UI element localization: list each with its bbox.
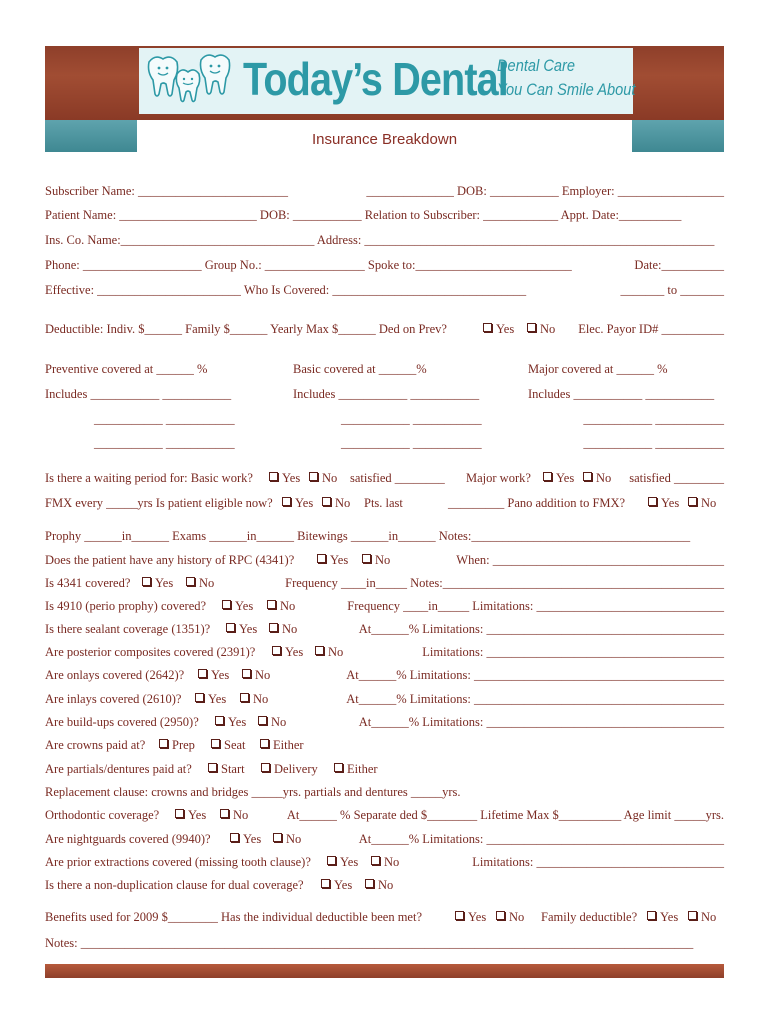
waiting-period-row [45, 471, 724, 487]
checkbox-icon [309, 472, 318, 481]
eligible-no-checkbox[interactable]: No [322, 496, 350, 511]
checkbox-icon [327, 856, 336, 865]
inlays-row [45, 692, 724, 708]
buildups-label: Are build-ups covered (2950)? [45, 715, 199, 729]
sealant-no-checkbox[interactable]: No [269, 622, 297, 637]
posterior-row [45, 645, 724, 661]
family-deductible-label: Family deductible? [541, 910, 638, 924]
coverage-percent-row [45, 362, 724, 378]
checkbox-icon [175, 809, 184, 818]
ortho-yes-checkbox[interactable]: Yes [175, 808, 206, 823]
checkbox-icon [230, 833, 239, 842]
checkbox-icon [322, 497, 331, 506]
checkbox-icon [211, 739, 220, 748]
tooth-mascots-icon [145, 52, 237, 110]
onlays-row [45, 668, 724, 684]
basic-no-checkbox[interactable]: No [309, 471, 337, 486]
tagline: You Can Smile About [497, 80, 636, 99]
checkbox-icon [159, 739, 168, 748]
checkbox-icon [527, 323, 536, 332]
date-field[interactable]: Date:__________ [634, 258, 724, 272]
q4910-yes-checkbox[interactable]: Yes [222, 599, 253, 614]
dob-employer-field[interactable]: ______________ DOB: ___________ Employer: _________________ [366, 184, 724, 198]
checkbox-icon [272, 646, 281, 655]
posterior-yes-checkbox[interactable]: Yes [272, 645, 303, 660]
subscriber-row [45, 184, 724, 200]
checkbox-icon [142, 577, 151, 586]
nonduplication-yes-checkbox[interactable]: Yes [321, 878, 352, 893]
ortho-no-checkbox[interactable]: No [220, 808, 248, 823]
ortho-label: Orthodontic coverage? [45, 808, 160, 822]
checkbox-icon [269, 472, 278, 481]
nightguards-yes-checkbox[interactable]: Yes [230, 832, 261, 847]
effective-row [45, 283, 724, 299]
rpc-label: Does the patient have any history of RPC (4341)? [45, 553, 295, 567]
family-ded-yes-checkbox[interactable]: Yes [647, 910, 678, 925]
subscriber-name-field[interactable]: Subscriber Name: ________________________ [45, 184, 289, 198]
ind-ded-yes-checkbox[interactable]: Yes [455, 910, 486, 925]
major-work-label: Major work? [466, 471, 531, 485]
includes-blank-field[interactable]: ___________ ___________ [583, 412, 724, 426]
crowns-label: Are crowns paid at? [45, 738, 146, 752]
prophy-exams-bitewings-field[interactable]: Prophy ______in______ Exams ______in______ Bitewings ______in______ Notes:___________________________________ [45, 529, 691, 543]
partials-start-checkbox[interactable]: Start [208, 762, 245, 777]
nightguards-label: Are nightguards covered (9940)? [45, 832, 211, 846]
checkbox-icon [261, 763, 270, 772]
ind-ded-no-checkbox[interactable]: No [496, 910, 524, 925]
patient-row [45, 208, 724, 224]
checkbox-icon [269, 623, 278, 632]
checkbox-icon [483, 323, 492, 332]
buildups-row [45, 715, 724, 731]
extractions-label: Are prior extractions covered (missing tooth clause)? [45, 855, 311, 869]
includes-row [45, 436, 724, 452]
checkbox-icon [365, 879, 374, 888]
includes-row [45, 412, 724, 428]
q4341-row [45, 576, 724, 592]
basic-satisfied-field[interactable]: satisfied ________ [350, 471, 445, 485]
waiting-period-label: Is there a waiting period for: Basic work? [45, 471, 253, 485]
inlays-label: Are inlays covered (2610)? [45, 692, 182, 706]
crowns-prep-checkbox[interactable]: Prep [159, 738, 195, 753]
sealant-label: Is there sealant coverage (1351)? [45, 622, 211, 636]
notes-row [45, 936, 724, 952]
checkbox-icon [543, 472, 552, 481]
patient-name-field[interactable]: Patient Name: ______________________ DOB: ___________ Relation to Subscriber: ____________ Appt. Date:__________ [45, 208, 682, 222]
checkbox-icon [215, 716, 224, 725]
onlays-no-checkbox[interactable]: No [242, 668, 270, 683]
checkbox-icon [226, 623, 235, 632]
checkbox-icon [334, 763, 343, 772]
basic-includes-field[interactable]: Includes ___________ ___________ [293, 387, 480, 401]
checkbox-icon [220, 809, 229, 818]
nonduplication-row [45, 878, 724, 894]
onlays-label: Are onlays covered (2642)? [45, 668, 185, 682]
q4341-yes-checkbox[interactable]: Yes [142, 576, 173, 591]
partials-row [45, 762, 724, 778]
onlays-yes-checkbox[interactable]: Yes [198, 668, 229, 683]
includes-blank-field[interactable]: ___________ ___________ [341, 436, 482, 450]
benefits-field[interactable]: Benefits used for 2009 $________ Has the individual deductible been met? [45, 910, 422, 924]
checkbox-icon [198, 669, 207, 678]
major-field[interactable]: Major covered at ______ % [528, 362, 668, 376]
extractions-yes-checkbox[interactable]: Yes [327, 855, 358, 870]
pano-yes-checkbox[interactable]: Yes [648, 496, 679, 511]
nightguards-limitations-field[interactable]: At______% Limitations: ______________________________________ [358, 832, 724, 846]
pano-field[interactable]: _________ Pano addition to FMX? [448, 496, 626, 510]
q4341-label: Is 4341 covered? [45, 576, 131, 590]
crowns-row [45, 738, 724, 754]
buildups-limitations-field[interactable]: At______% Limitations: ______________________________________ [358, 715, 724, 729]
q4910-no-checkbox[interactable]: No [267, 599, 295, 614]
rpc-no-checkbox[interactable]: No [362, 553, 390, 568]
rpc-when-field[interactable]: When: _____________________________________ [456, 553, 724, 567]
phone-group-field[interactable]: Phone: ___________________ Group No.: ________________ Spoke to:_________________________ [45, 258, 572, 272]
sealant-limitations-field[interactable]: At______% Limitations: ______________________________________ [358, 622, 724, 636]
includes-row [45, 387, 724, 403]
footer-brown-band [45, 964, 724, 978]
sealant-yes-checkbox[interactable]: Yes [226, 622, 257, 637]
includes-blank-field[interactable]: ___________ ___________ [94, 436, 235, 450]
preventive-includes-field[interactable]: Includes ___________ ___________ [45, 387, 232, 401]
checkbox-icon [321, 879, 330, 888]
checkbox-icon [242, 669, 251, 678]
major-satisfied-field[interactable]: satisfied ________ [629, 471, 724, 485]
logo [139, 48, 636, 114]
effective-to-field[interactable]: _______ to _______ [620, 283, 724, 297]
includes-blank-field[interactable]: ___________ ___________ [583, 436, 724, 450]
insurance-company-row [45, 233, 724, 249]
sealant-row [45, 622, 724, 638]
extractions-no-checkbox[interactable]: No [371, 855, 399, 870]
extractions-limitations-field[interactable]: Limitations: ______________________________ [472, 855, 724, 869]
tagline: Dental Care [497, 56, 576, 75]
nightguards-no-checkbox[interactable]: No [273, 832, 301, 847]
partials-label: Are partials/dentures paid at? [45, 762, 192, 776]
fmx-label[interactable]: FMX every _____yrs Is patient eligible now? [45, 496, 273, 510]
inlays-no-checkbox[interactable]: No [240, 692, 268, 707]
checkbox-icon [688, 497, 697, 506]
q4910-row [45, 599, 724, 615]
basic-yes-checkbox[interactable]: Yes [269, 471, 300, 486]
q4910-frequency-field[interactable]: Frequency ____in_____ Limitations: ______________________________ [347, 599, 724, 613]
checkbox-icon [583, 472, 592, 481]
partials-delivery-checkbox[interactable]: Delivery [261, 762, 318, 777]
checkbox-icon [208, 763, 217, 772]
ded-on-prev-no-checkbox[interactable]: No [527, 322, 555, 337]
checkbox-icon [315, 646, 324, 655]
ortho-details-field[interactable]: At______ % Separate ded $________ Lifetime Max $__________ Age limit _____yrs. [286, 808, 724, 822]
form-title: Insurance Breakdown [311, 131, 458, 148]
fmx-row [45, 496, 724, 512]
checkbox-icon [267, 600, 276, 609]
checkbox-icon [273, 833, 282, 842]
checkbox-icon [647, 911, 656, 920]
buildups-no-checkbox[interactable]: No [258, 715, 286, 730]
inlays-limitations-field[interactable]: At______% Limitations: ________________________________________ [346, 692, 724, 706]
effective-field[interactable]: Effective: _______________________ Who Is Covered: _______________________________ [45, 283, 527, 297]
crowns-seat-checkbox[interactable]: Seat [211, 738, 246, 753]
q4910-label: Is 4910 (perio prophy) covered? [45, 599, 207, 613]
major-yes-checkbox[interactable]: Yes [543, 471, 574, 486]
checkbox-icon [240, 693, 249, 702]
posterior-no-checkbox[interactable]: No [315, 645, 343, 660]
q4341-frequency-field[interactable]: Frequency ____in_____ Notes:_____________________________________________ [285, 576, 724, 590]
checkbox-icon [186, 577, 195, 586]
notes-field[interactable]: Notes: __________________________________________________________________________________________________ [45, 936, 694, 950]
ortho-row [45, 808, 724, 824]
checkbox-icon [648, 497, 657, 506]
nonduplication-no-checkbox[interactable]: No [365, 878, 393, 893]
includes-blank-field[interactable]: ___________ ___________ [341, 412, 482, 426]
checkbox-icon [282, 497, 291, 506]
checkbox-icon [222, 600, 231, 609]
checkbox-icon [371, 856, 380, 865]
preventive-field[interactable]: Preventive covered at ______ % [45, 362, 208, 376]
deductible-field[interactable]: Deductible: Indiv. $______ Family $______ Yearly Max $______ Ded on Prev? [45, 322, 447, 336]
includes-blank-field[interactable]: ___________ ___________ [94, 412, 235, 426]
extractions-row [45, 855, 724, 871]
replacement-clause-field[interactable]: Replacement clause: crowns and bridges _____yrs. partials and dentures _____yrs. [45, 785, 461, 799]
checkbox-icon [362, 554, 371, 563]
brand-name: Today’s Dental [243, 53, 508, 105]
elec-payor-field[interactable]: Elec. Payor ID# __________ [578, 322, 724, 336]
eligible-yes-checkbox[interactable]: Yes [282, 496, 313, 511]
pano-no-checkbox[interactable]: No [688, 496, 716, 511]
checkbox-icon [455, 911, 464, 920]
onlays-limitations-field[interactable]: At______% Limitations: ________________________________________ [346, 668, 724, 682]
rpc-row [45, 553, 724, 569]
checkbox-icon [496, 911, 505, 920]
checkbox-icon [260, 739, 269, 748]
prophy-row [45, 529, 724, 545]
rpc-yes-checkbox[interactable]: Yes [317, 553, 348, 568]
checkbox-icon [317, 554, 326, 563]
phone-row [45, 258, 724, 274]
replacement-row [45, 785, 724, 801]
partials-either-checkbox[interactable]: Either [334, 762, 378, 777]
posterior-limitations-field[interactable]: Limitations: ______________________________________ [422, 645, 724, 659]
major-includes-field[interactable]: Includes ___________ ___________ [528, 387, 715, 401]
checkbox-icon [688, 911, 697, 920]
checkbox-icon [258, 716, 267, 725]
family-ded-no-checkbox[interactable]: No [688, 910, 716, 925]
deductible-row [45, 322, 724, 338]
buildups-yes-checkbox[interactable]: Yes [215, 715, 246, 730]
posterior-label: Are posterior composites covered (2391)? [45, 645, 256, 659]
crowns-either-checkbox[interactable]: Either [260, 738, 304, 753]
ins-co-address-field[interactable]: Ins. Co. Name:_______________________________ Address: ________________________________________________________ [45, 233, 715, 247]
inlays-yes-checkbox[interactable]: Yes [195, 692, 226, 707]
checkbox-icon [195, 693, 204, 702]
major-no-checkbox[interactable]: No [583, 471, 611, 486]
basic-field[interactable]: Basic covered at ______% [293, 362, 427, 376]
nightguards-row [45, 832, 724, 848]
nonduplication-label: Is there a non-duplication clause for dual coverage? [45, 878, 304, 892]
pts-last-label: Pts. last [364, 496, 403, 510]
ded-on-prev-yes-checkbox[interactable]: Yes [483, 322, 514, 337]
benefits-row [45, 910, 724, 926]
q4341-no-checkbox[interactable]: No [186, 576, 214, 591]
